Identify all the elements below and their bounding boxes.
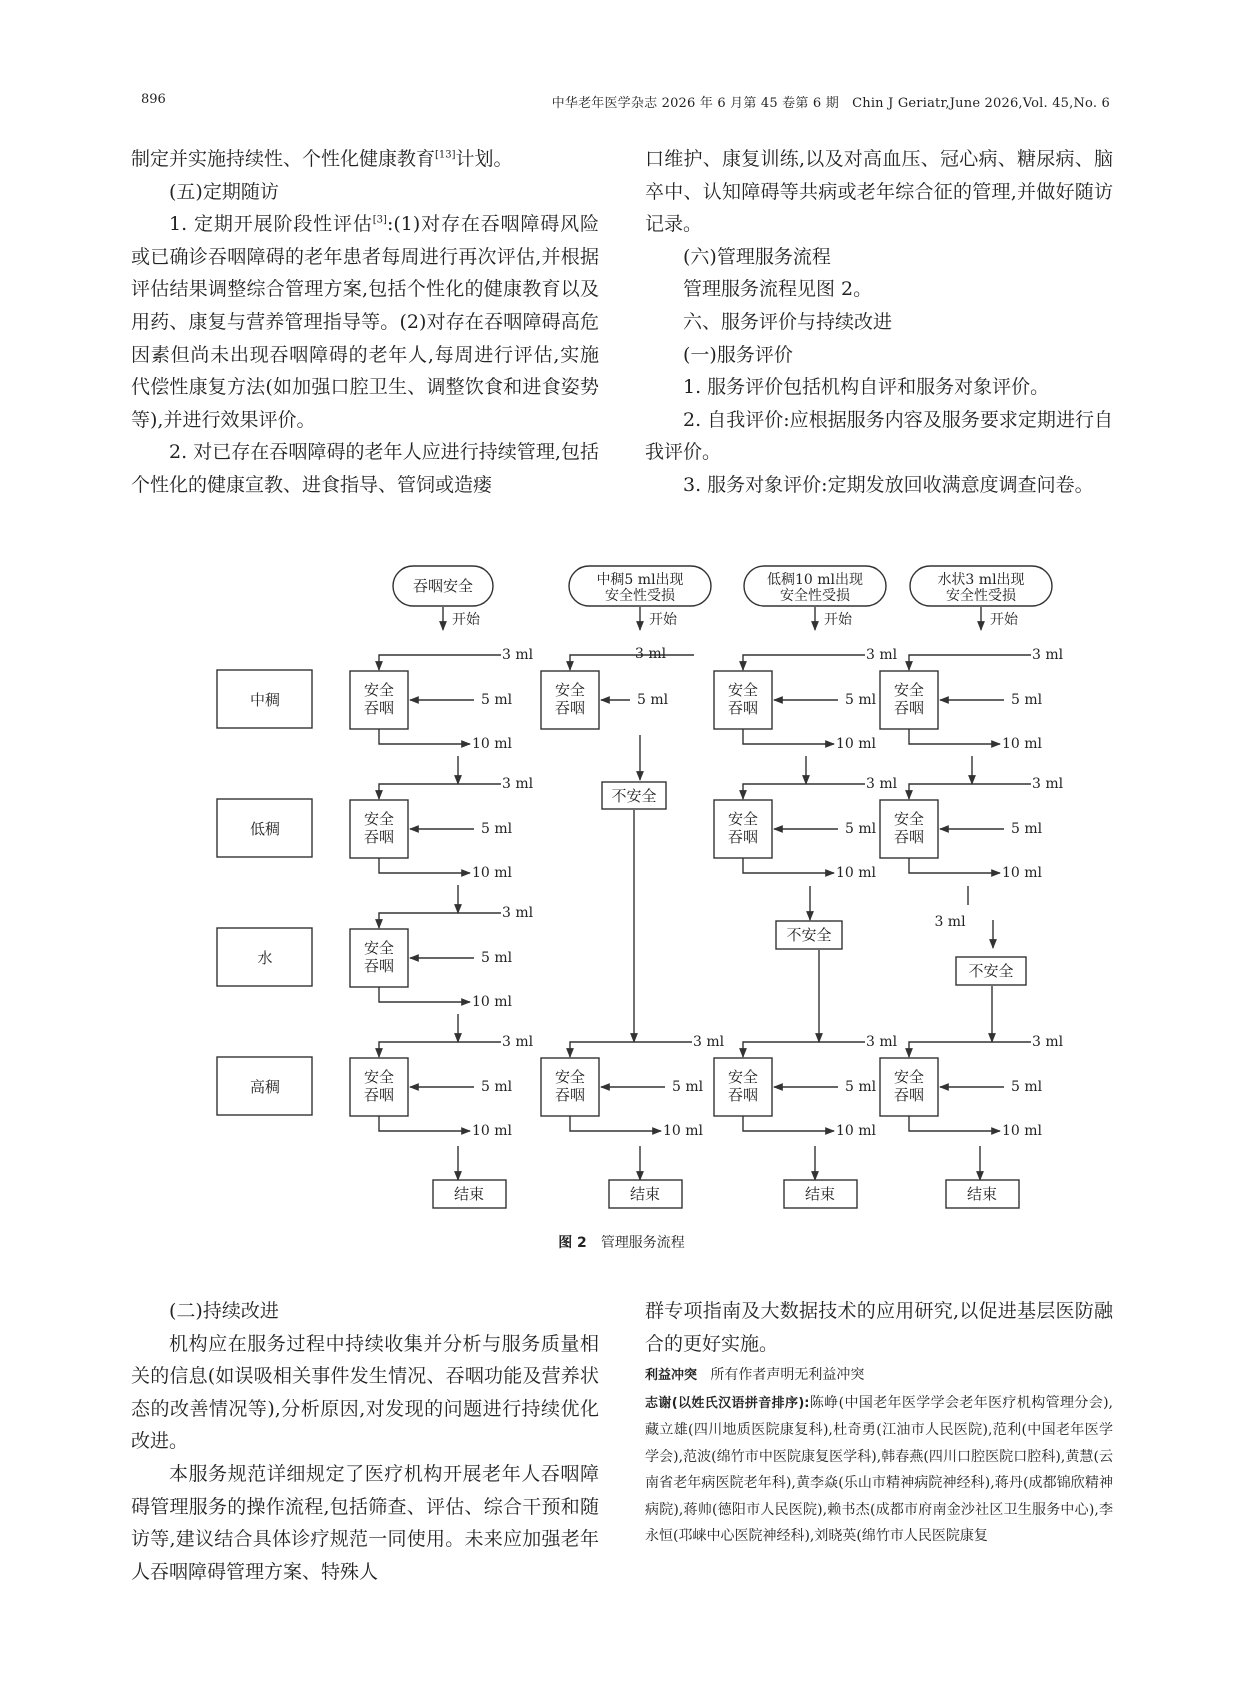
volume-label: 3 ml <box>866 1034 898 1050</box>
safe-swallow-label: 安全 <box>727 810 759 828</box>
consistency-row-label: 中稠 <box>249 691 281 709</box>
volume-arrow <box>379 655 501 670</box>
volume-arrow <box>909 1116 1000 1131</box>
start-condition-label: 安全性受损 <box>605 588 675 604</box>
volume-label: 5 ml <box>845 1079 877 1095</box>
journal-header: 中华老年医学杂志 2026 年 6 月第 45 卷第 6 期 Chin J Geriatr,June 2026,Vol. 45,No. 6 <box>551 96 1110 111</box>
volume-label: 3 ml <box>866 776 898 792</box>
unsafe-label: 不安全 <box>968 962 1014 980</box>
safe-swallow-label: 吞咽 <box>727 828 759 846</box>
section-heading: (五)定期随访 <box>169 180 279 203</box>
safe-swallow-label: 吞咽 <box>893 828 925 846</box>
volume-label: 10 ml <box>663 1123 704 1139</box>
volume-label: 5 ml <box>1011 821 1043 837</box>
volume-label: 3 ml <box>1032 776 1064 792</box>
volume-arrow <box>743 655 865 670</box>
section-heading: (六)管理服务流程 <box>683 245 831 268</box>
safe-swallow-label: 安全 <box>893 810 925 828</box>
volume-arrow <box>909 729 1000 744</box>
conflict-of-interest: 利益冲突 所有作者声明无利益冲突 <box>645 1367 865 1384</box>
safe-swallow-label: 吞咽 <box>363 699 395 717</box>
consistency-row-label: 低稠 <box>249 820 281 838</box>
volume-label: 3 ml <box>502 647 534 663</box>
volume-label: 5 ml <box>481 1079 513 1095</box>
paragraph: 口维护、康复训练,以及对高血压、冠心病、糖尿病、脑卒中、认知障碍等共病或老年综合征的管理,并做好随访记录。 <box>645 148 1113 236</box>
paragraph: 3. 服务对象评价:定期发放回收满意度调查问卷。 <box>683 473 1094 496</box>
volume-label: 5 ml <box>481 821 513 837</box>
acknowledgement: 志谢(以姓氏汉语拼音排序):陈峥(中国老年医学学会老年医疗机构管理分会),藏立雄(四川地质医院康复科),杜奇勇(江油市人民医院),范利(中国老年医学学会),范波(绵竹市中医院康复医学科),韩春燕(四川口腔医院口腔科),黄慧(云南省老年病医院老年科),黄李焱(乐山市精神病院神经科),蒋丹(成都锦欣精神病院),蒋帅(德阳市人民医院),赖书杰(成都市府南金沙社区卫生服务中心),李永恒(邛崃中心医院神经科),刘晓英(绵竹市人民医院康复 <box>645 1394 1113 1545</box>
safe-swallow-label: 吞咽 <box>363 957 395 975</box>
volume-label: 5 ml <box>637 692 669 708</box>
end-label: 结束 <box>453 1185 485 1203</box>
start-condition-label: 安全性受损 <box>946 588 1016 604</box>
left-column-bottom <box>131 1295 599 1588</box>
section-heading: (一)服务评价 <box>683 343 793 366</box>
start-condition-label: 水状3 ml出现 <box>937 572 1025 588</box>
paragraph: 2. 自我评价:应根据服务内容及服务要求定期进行自我评价。 <box>645 408 1113 464</box>
volume-label: 5 ml <box>1011 692 1043 708</box>
volume-arrow <box>909 784 1031 799</box>
volume-label: 5 ml <box>481 692 513 708</box>
section-heading: 六、服务评价与持续改进 <box>683 310 893 333</box>
safe-swallow-label: 安全 <box>727 681 759 699</box>
begin-label: 开始 <box>649 612 677 628</box>
safe-swallow-label: 安全 <box>727 1068 759 1086</box>
volume-label: 5 ml <box>481 950 513 966</box>
safe-swallow-label: 安全 <box>363 1068 395 1086</box>
volume-label: 5 ml <box>1011 1079 1043 1095</box>
volume-label: 10 ml <box>472 994 513 1010</box>
start-condition-label: 低稠10 ml出现 <box>766 572 864 588</box>
volume-label: 3 ml <box>934 914 966 930</box>
volume-arrow <box>743 1116 834 1131</box>
volume-label: 3 ml <box>1032 1034 1064 1050</box>
volume-label: 3 ml <box>866 647 898 663</box>
volume-label: 3 ml <box>502 1034 534 1050</box>
consistency-row-label: 高稠 <box>249 1078 281 1096</box>
paragraph: 管理服务流程见图 2。 <box>683 278 873 301</box>
volume-arrow <box>743 858 834 873</box>
volume-label: 5 ml <box>845 821 877 837</box>
volume-arrow <box>909 858 1000 873</box>
volume-arrow <box>379 784 501 799</box>
safe-swallow-label: 吞咽 <box>893 1086 925 1104</box>
begin-label: 开始 <box>824 612 852 628</box>
volume-label: 10 ml <box>1002 1123 1043 1139</box>
volume-arrow <box>743 1042 865 1057</box>
right-column-bottom <box>645 1295 1113 1550</box>
page-number: 896 <box>141 92 166 107</box>
volume-arrow <box>743 784 865 799</box>
volume-label: 10 ml <box>472 865 513 881</box>
volume-label: 3 ml <box>693 1034 725 1050</box>
safe-swallow-label: 吞咽 <box>727 1086 759 1104</box>
start-condition-label: 安全性受损 <box>780 588 850 604</box>
start-condition-label: 中稠5 ml出现 <box>596 572 684 588</box>
volume-arrow <box>743 729 834 744</box>
volume-label: 10 ml <box>1002 865 1043 881</box>
begin-label: 开始 <box>452 612 480 628</box>
volume-arrow <box>570 1116 661 1131</box>
volume-label: 3 ml <box>502 776 534 792</box>
paragraph: 群专项指南及大数据技术的应用研究,以促进基层医防融合的更好实施。 <box>645 1300 1113 1355</box>
safe-swallow-label: 安全 <box>554 1068 586 1086</box>
safe-swallow-label: 安全 <box>554 681 586 699</box>
volume-arrow <box>379 1116 470 1131</box>
volume-arrow <box>909 655 1031 670</box>
volume-label: 3 ml <box>502 905 534 921</box>
safe-swallow-label: 吞咽 <box>554 1086 586 1104</box>
unsafe-label: 不安全 <box>786 926 832 944</box>
volume-label: 10 ml <box>472 736 513 752</box>
paragraph: 1. 定期开展阶段性评估[3]:(1)对存在吞咽障碍风险或已确诊吞咽障碍的老年患者每周进行再次评估,并根据评估结果调整综合管理方案,包括个性化的健康教育以及用药、康复与营养管理指导等。(2)对存在吞咽障碍高危因素但尚未出现吞咽障碍的老年人,每周进行评估,实施代偿性康复方法(如加强口腔卫生、调整饮食和进食姿势等),并进行效果评价。 <box>131 213 599 431</box>
safe-swallow-label: 吞咽 <box>554 699 586 717</box>
safe-swallow-label: 安全 <box>363 681 395 699</box>
volume-arrow <box>570 655 694 670</box>
paragraph: 本服务规范详细规定了医疗机构开展老年人吞咽障碍管理服务的操作流程,包括筛查、评估、综合干预和随访等,建议结合具体诊疗规范一同使用。未来应加强老年人吞咽障碍管理方案、特殊人 <box>131 1462 599 1583</box>
volume-arrow <box>379 1042 501 1057</box>
safe-swallow-label: 吞咽 <box>363 828 395 846</box>
volume-label: 10 ml <box>836 736 877 752</box>
start-condition-label: 吞咽安全 <box>412 577 474 595</box>
end-label: 结束 <box>629 1185 661 1203</box>
consistency-row-label: 水 <box>257 949 273 967</box>
end-label: 结束 <box>804 1185 836 1203</box>
volume-arrow <box>570 1042 692 1057</box>
safe-swallow-label: 安全 <box>893 681 925 699</box>
volume-arrow <box>379 729 470 744</box>
volume-label: 10 ml <box>836 865 877 881</box>
volume-label: 10 ml <box>472 1123 513 1139</box>
end-label: 结束 <box>966 1185 998 1203</box>
volume-label: 5 ml <box>672 1079 704 1095</box>
safe-swallow-label: 吞咽 <box>727 699 759 717</box>
section-heading: (二)持续改进 <box>169 1300 279 1322</box>
paragraph: 2. 对已存在吞咽障碍的老年人应进行持续管理,包括个性化的健康宣教、进食指导、管饲或造瘘 <box>131 441 599 496</box>
volume-arrow <box>909 1042 1031 1057</box>
begin-label: 开始 <box>990 612 1018 628</box>
unsafe-label: 不安全 <box>611 787 657 805</box>
safe-swallow-label: 安全 <box>363 810 395 828</box>
figure-caption: 图 2 管理服务流程 <box>558 1235 685 1251</box>
volume-arrow <box>379 858 470 873</box>
safe-swallow-label: 安全 <box>363 939 395 957</box>
safe-swallow-label: 吞咽 <box>893 699 925 717</box>
volume-arrow <box>379 987 470 1002</box>
paragraph: 1. 服务评价包括机构自评和服务对象评价。 <box>683 376 1050 399</box>
volume-arrow <box>379 913 501 928</box>
paragraph: 机构应在服务过程中持续收集并分析与服务质量相关的信息(如误吸相关事件发生情况、吞咽功能及营养状态的改善情况等),分析原因,对发现的问题进行持续优化改进。 <box>131 1332 599 1453</box>
volume-label: 10 ml <box>836 1123 877 1139</box>
volume-label: 10 ml <box>1002 736 1043 752</box>
safe-swallow-label: 安全 <box>893 1068 925 1086</box>
paragraph: 制定并实施持续性、个性化健康教育[13]计划。 <box>131 148 513 170</box>
safe-swallow-label: 吞咽 <box>363 1086 395 1104</box>
volume-label: 3 ml <box>1032 647 1064 663</box>
volume-label: 3 ml <box>635 646 667 662</box>
volume-label: 5 ml <box>845 692 877 708</box>
